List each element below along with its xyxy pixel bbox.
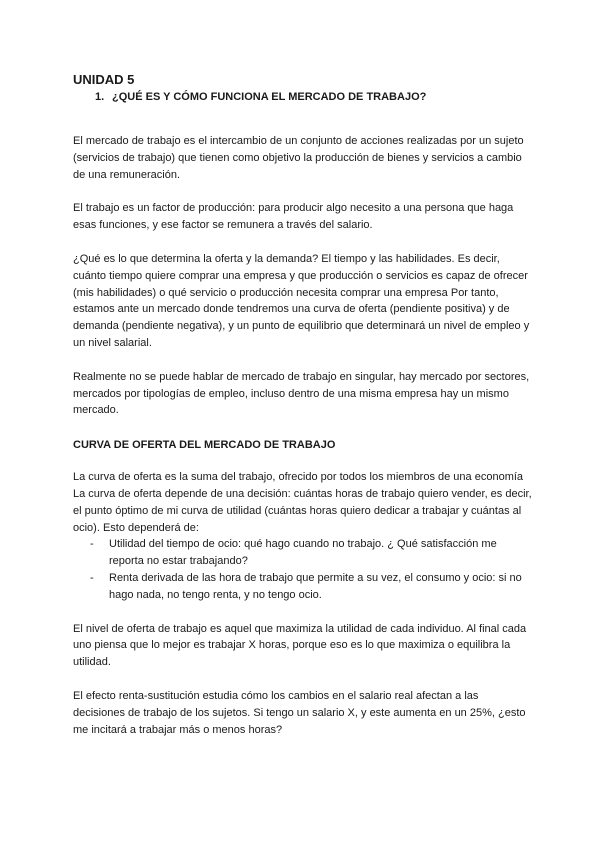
list-item-text: Utilidad del tiempo de ocio: qué hago cuando no trabajo. ¿ Qué satisfacción me reporta no estar trabajando? — [109, 538, 497, 568]
section-number: 1. — [95, 91, 105, 103]
list-item — [73, 536, 533, 570]
paragraph-oferta-demanda: ¿Qué es lo que determina la oferta y la demanda? El tiempo y las habilidades. Es decir, cuánto tiempo quiere comprar una empresa y que producción o servicios es capaz de ofrecer (mis habilidades) o qué servicio o producción necesita comprar una empresa Por tanto, estamos ante un mercado donde tendremos una curva de oferta (pendiente positiva) y de demanda (pendiente negativa), y un punto de equilibrio que determinará un nivel de empleo y un nivel salarial. — [73, 252, 530, 349]
list-item — [73, 570, 533, 604]
factors-list — [73, 536, 533, 603]
paragraph-factor-produccion: El trabajo es un factor de producción: para producir algo necesito a una persona que haga esas funciones, y ese factor se remunera a través del salario. — [73, 202, 514, 232]
list-item-text: Renta derivada de las hora de trabajo que permite a su vez, el consumo y ocio: si no hago nada, no tengo renta, y no tengo ocio. — [109, 571, 522, 601]
document-body — [73, 72, 533, 738]
paragraph-definition: El mercado de trabajo es el intercambio de un conjunto de acciones realizadas por un sujeto (servicios de trabajo) que tienen como objetivo la producción de bienes y servicios a cambio de una remuneración. — [73, 135, 524, 181]
dash-bullet: - — [90, 538, 94, 551]
section-heading — [95, 90, 533, 104]
subheading-curva-oferta: CURVA DE OFERTA DEL MERCADO DE TRABAJO — [73, 439, 336, 452]
paragraph-oferta-decision: La curva de oferta depende de una decisión: cuántas horas de trabajo quiero vender, es decir, el punto óptimo de mi curva de utilidad (cuántas horas quiero dedicar a trabajar y cuántas al ocio). Esto dependerá de: — [73, 487, 532, 534]
unit-title: UNIDAD 5 — [73, 72, 135, 87]
paragraph-mercados: Realmente no se puede hablar de mercado de trabajo en singular, hay mercado por sectores, mercados por tipologías de empleo, incluso dentro de una misma empresa hay un mismo mercado. — [73, 370, 530, 417]
dash-bullet: - — [90, 571, 94, 584]
paragraph-nivel-oferta: El nivel de oferta de trabajo es aquel que maximiza la utilidad de cada individuo. Al final cada uno piensa que lo mejor es trabajar X horas, porque eso es lo que maximiza o equilibra la utilidad. — [73, 622, 527, 669]
section-title-text: ¿QUÉ ES Y CÓMO FUNCIONA EL MERCADO DE TRABAJO? — [112, 91, 427, 103]
paragraph-efecto-renta: El efecto renta-sustitución estudia cómo los cambios en el salario real afectan a las decisiones de trabajo de los sujetos. Si tengo un salario X, y este aumenta en un 25%, ¿esto me incitará a trabajar más o menos horas? — [73, 689, 526, 736]
paragraph-oferta-suma: La curva de oferta es la suma del trabajo, ofrecido por todos los miembros de una economía — [73, 471, 524, 484]
